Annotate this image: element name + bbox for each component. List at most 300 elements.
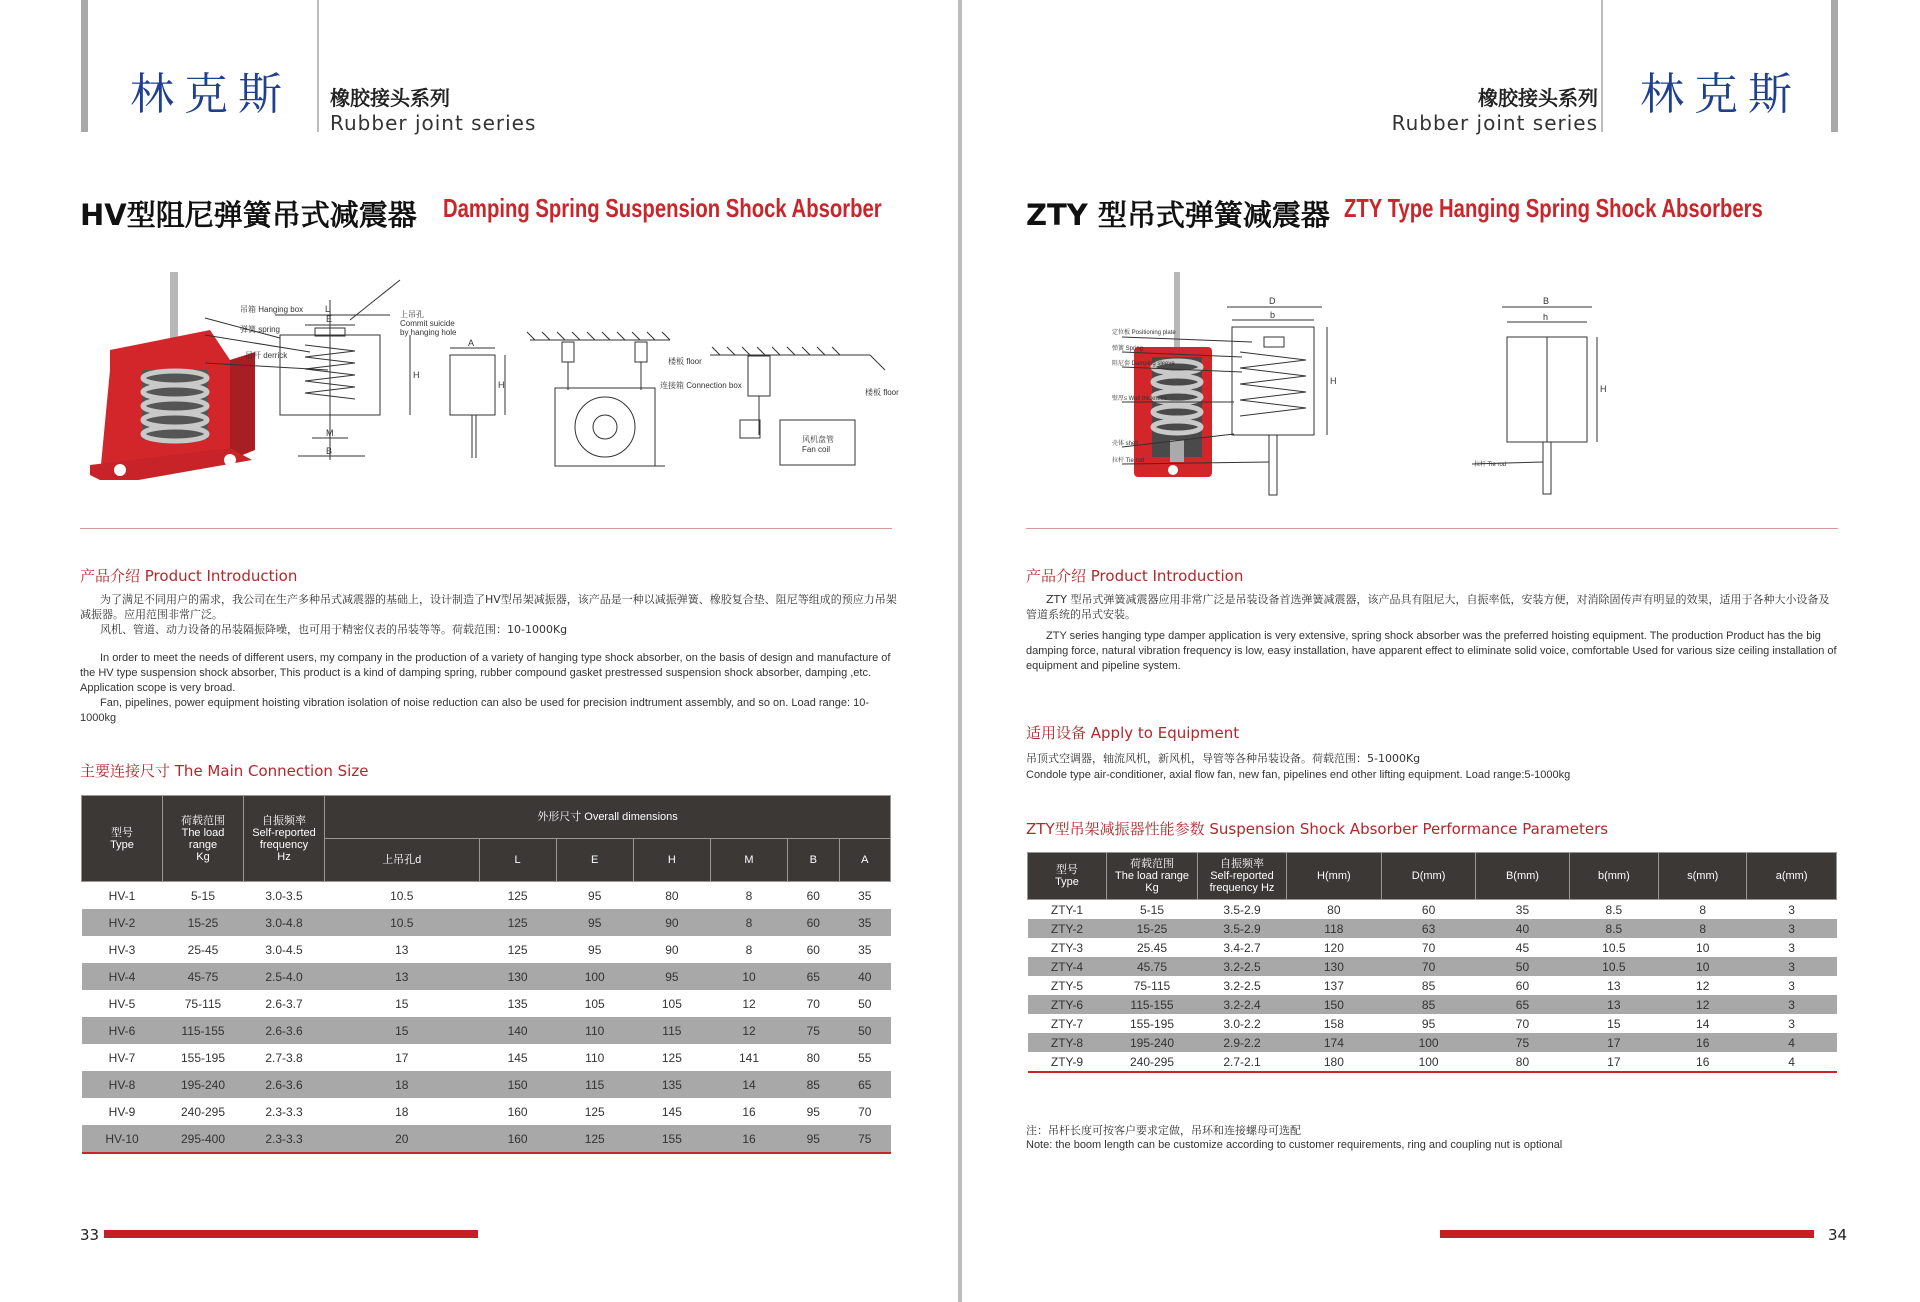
table-cell: HV-8 xyxy=(82,1071,163,1098)
table-cell: 115 xyxy=(633,1017,710,1044)
table-cell: HV-3 xyxy=(108,942,136,957)
table-cell: HV-6 xyxy=(82,1017,163,1044)
table-cell: 2.3-3.3 xyxy=(265,1104,303,1119)
table-cell: 17 xyxy=(395,1050,409,1065)
table-cell: 10 xyxy=(1659,957,1747,976)
page-number: 33 xyxy=(80,1226,100,1244)
table-cell: HV-5 xyxy=(108,996,136,1011)
table-cell: 2.6-3.6 xyxy=(244,1071,325,1098)
table-cell: 65 xyxy=(788,963,839,990)
dim-e-label: E xyxy=(326,314,333,324)
col-dim-5: B xyxy=(788,839,839,882)
table-cell: 295-400 xyxy=(163,1125,244,1153)
table-cell: 160 xyxy=(479,1125,556,1153)
table-cell: 95 xyxy=(633,963,710,990)
dim-h2-label: H xyxy=(498,380,505,390)
fan-install-drawing xyxy=(527,332,670,466)
table-cell: 15 xyxy=(325,1017,480,1044)
col-model: 型号 Type xyxy=(1028,853,1107,900)
table-row xyxy=(82,882,891,910)
series-title-cn: 橡胶接头系列 xyxy=(330,86,450,110)
table-cell: 130 xyxy=(479,963,556,990)
table-cell: 3.2-2.5 xyxy=(1198,957,1287,976)
table-cell: 155 xyxy=(633,1125,710,1153)
table-row xyxy=(1028,976,1837,995)
table-cell: 15-25 xyxy=(163,909,244,936)
table-cell: 95 xyxy=(588,888,602,903)
col-model: 型号 Type xyxy=(82,796,163,882)
col-dim-1: L xyxy=(479,839,556,882)
table-cell: 50 xyxy=(839,1017,890,1044)
table-cell: 8.5 xyxy=(1605,902,1623,917)
table-cell: 60 xyxy=(1421,902,1436,917)
table-cell: 110 xyxy=(556,1017,633,1044)
label-derrick: 吊杆 derrick xyxy=(245,351,288,360)
table-cell: 141 xyxy=(738,1050,760,1065)
table-cell: 125 xyxy=(507,888,528,903)
size-heading: 主要连接尺寸 The Main Connection Size xyxy=(80,762,369,780)
apply-text-en: Condole type air-conditioner, axial flow fan, new fan, pipelines end other lifting equipment. Load range:5-1000kg xyxy=(1026,769,1571,781)
col-load: 荷载范围 The load range Kg xyxy=(163,796,244,882)
table-cell: HV-7 xyxy=(108,1050,136,1065)
section-rule xyxy=(80,528,892,529)
table-row xyxy=(82,909,891,936)
fan-coil-drawing xyxy=(710,347,885,465)
table-cell: 25-45 xyxy=(187,942,219,957)
table-cell: 50 xyxy=(858,996,872,1011)
table-row xyxy=(1028,1033,1837,1052)
table-cell: ZTY-2 xyxy=(1028,919,1107,938)
table-cell: 115-155 xyxy=(163,1017,244,1044)
product-title-en: ZTY Type Hanging Spring Shock Absorbers xyxy=(1344,193,1763,223)
table-cell: 20 xyxy=(325,1125,480,1153)
table-cell: 150 xyxy=(479,1071,556,1098)
table-cell: 110 xyxy=(585,1050,605,1065)
col-frequency: 自振频率 Self-reported frequency Hz xyxy=(244,796,325,882)
table-cell: 2.5-4.0 xyxy=(244,963,325,990)
table-cell: 125 xyxy=(661,1050,682,1065)
table-cell: 3.0-3.5 xyxy=(265,888,303,903)
dim-l-label: L xyxy=(325,304,331,314)
table-cell: 35 xyxy=(839,909,890,936)
dim-d-label: D xyxy=(1269,296,1276,306)
table-cell: HV-4 xyxy=(82,963,163,990)
intro-en-paragraph-2: Fan, pipelines, power equipment hoisting vibration isolation of noise reduction can also be used for precision indtrument assembly, and so on. Load range: 10-1000kg xyxy=(80,697,870,724)
table-cell: HV-10 xyxy=(82,1125,163,1153)
table-cell: 160 xyxy=(507,1104,528,1119)
hv-side-drawing xyxy=(450,348,505,458)
table-cell: 45-75 xyxy=(163,963,244,990)
section-rule xyxy=(1026,528,1838,529)
col-param-5: a(mm) xyxy=(1747,853,1837,900)
table-row xyxy=(82,1071,891,1098)
table-cell: 63 xyxy=(1381,919,1476,938)
col-dim-0: 上吊孔d xyxy=(325,839,480,882)
table-cell: 118 xyxy=(1287,919,1382,938)
dim-h-label: H xyxy=(1330,376,1337,386)
table-cell: 90 xyxy=(633,909,710,936)
table-cell: 14 xyxy=(710,1071,787,1098)
label-hole-en2: by hanging hole xyxy=(400,328,457,337)
label-tie-rod: 拉杆 Tie rod xyxy=(1112,458,1145,464)
col-param-2: B(mm) xyxy=(1476,853,1569,900)
table-cell: 2.3-3.3 xyxy=(244,1125,325,1153)
table-cell: 3 xyxy=(1747,919,1837,938)
table-cell: 135 xyxy=(633,1071,710,1098)
intro-text-en xyxy=(80,651,898,726)
table-row xyxy=(82,1017,891,1044)
table-cell: 16 xyxy=(742,1104,756,1119)
table-cell: ZTY-9 xyxy=(1028,1052,1107,1072)
col-param-4: s(mm) xyxy=(1659,853,1747,900)
table-cell: 17 xyxy=(1569,1052,1659,1072)
table-cell: 85 xyxy=(1381,995,1476,1014)
header-bar xyxy=(1831,0,1838,132)
table-cell: 8 xyxy=(1659,919,1747,938)
hv-product-illustration xyxy=(80,260,900,480)
table-cell: 70 xyxy=(1381,957,1476,976)
label-wall-thickness: 壁厚s Wall thickness xyxy=(1112,396,1167,402)
table-cell: 18 xyxy=(325,1071,480,1098)
col-frequency: 自振频率 Self-reported frequency Hz xyxy=(1198,853,1287,900)
table-cell: 155-195 xyxy=(180,1050,226,1065)
table-cell: 3.0-2.2 xyxy=(1223,1016,1261,1031)
table-cell: 130 xyxy=(1287,957,1382,976)
table-row xyxy=(1028,900,1837,920)
zty-product-photo xyxy=(1134,272,1212,477)
table-cell: 100 xyxy=(556,963,633,990)
dim-b-small-label: b xyxy=(1270,310,1276,320)
table-cell: 45 xyxy=(1515,940,1530,955)
table-row xyxy=(1028,919,1837,938)
table-cell: 13 xyxy=(1569,995,1659,1014)
table-cell: 75 xyxy=(788,1017,839,1044)
table-cell: 80 xyxy=(1327,902,1341,917)
table-cell: 25.45 xyxy=(1136,940,1168,955)
table-cell: 100 xyxy=(1381,1052,1476,1072)
table-cell: 3.5-2.9 xyxy=(1223,902,1261,917)
table-cell: 12 xyxy=(1696,978,1710,993)
table-cell: 35 xyxy=(858,942,872,957)
table-cell: 10 xyxy=(710,963,787,990)
series-title-cn: 橡胶接头系列 xyxy=(1478,86,1598,110)
table-row xyxy=(1028,957,1837,976)
table-cell: 150 xyxy=(1287,995,1382,1014)
table-cell: 17 xyxy=(1569,1033,1659,1052)
apply-heading: 适用设备 Apply to Equipment xyxy=(1026,724,1240,742)
table-cell: ZTY-5 xyxy=(1050,978,1084,993)
col-param-1: D(mm) xyxy=(1381,853,1476,900)
label-hanging-box: 吊箱 Hanging box xyxy=(240,305,304,314)
table-row xyxy=(82,936,891,963)
intro-text-cn xyxy=(1026,592,1838,622)
table-cell: 95 xyxy=(1421,1016,1436,1031)
table-cell: 10.5 xyxy=(325,909,480,936)
table-cell: 60 xyxy=(806,942,820,957)
table-cell: ZTY-3 xyxy=(1050,940,1084,955)
table-cell: 80 xyxy=(665,888,679,903)
table-cell: 8 xyxy=(1699,902,1707,917)
intro-cn-paragraph: ZTY 型吊式弹簧减震器应用非常广泛是吊装设备首选弹簧减震器，该产品具有阻尼大，自振率低，安装方便，对消除固传声有明显的效果，适用于各种大小设备及管道系统的吊式安装。 xyxy=(1026,593,1830,621)
table-cell: 85 xyxy=(788,1071,839,1098)
dim-b-label: B xyxy=(326,446,333,456)
col-dim-6: A xyxy=(839,839,890,882)
col-param-3: b(mm) xyxy=(1569,853,1659,900)
table-cell: 75-115 xyxy=(184,996,222,1011)
table-row xyxy=(82,990,891,1017)
table-cell: 13 xyxy=(325,963,480,990)
table-cell: 4 xyxy=(1747,1033,1837,1052)
table-cell: 137 xyxy=(1323,978,1344,993)
series-title-en: Rubber joint series xyxy=(330,111,537,135)
table-cell: 3.0-4.8 xyxy=(244,909,325,936)
table-cell: 115 xyxy=(556,1071,633,1098)
footer-red-bar xyxy=(1440,1230,1814,1238)
table-cell: 3.5-2.9 xyxy=(1198,919,1287,938)
dim-h-small-label: h xyxy=(1543,312,1549,322)
table-cell: HV-9 xyxy=(108,1104,136,1119)
table-cell: 3 xyxy=(1788,1016,1795,1031)
table-row xyxy=(1028,1052,1837,1072)
table-cell: 70 xyxy=(858,1104,872,1119)
page-number: 34 xyxy=(1828,1226,1848,1244)
table-cell: 70 xyxy=(1515,1016,1530,1031)
table-cell: 35 xyxy=(858,888,872,903)
table-row xyxy=(82,1125,891,1153)
label-fan-coil-en: Fan coil xyxy=(802,445,831,454)
table-cell: ZTY-7 xyxy=(1050,1016,1084,1031)
col-dim-3: H xyxy=(633,839,710,882)
col-load: 荷载范围 The load range Kg xyxy=(1107,853,1198,900)
table-cell: ZTY-4 xyxy=(1028,957,1107,976)
table-row xyxy=(82,1044,891,1071)
table-cell: 65 xyxy=(839,1071,890,1098)
dim-m-label: M xyxy=(326,428,334,438)
table-cell: 8 xyxy=(745,888,753,903)
table-cell: 3 xyxy=(1747,957,1837,976)
dim-b-label: B xyxy=(1543,296,1550,306)
table-cell: 3 xyxy=(1788,902,1795,917)
table-cell: 10 xyxy=(1696,940,1710,955)
label-spring: 弹簧 spring xyxy=(240,325,281,334)
label-hole-en1: Commit suicide xyxy=(400,319,455,328)
table-cell: 45.75 xyxy=(1107,957,1198,976)
table-cell: ZTY-1 xyxy=(1050,902,1084,917)
label-connection-box: 连接箱 Connection box xyxy=(660,381,742,390)
table-cell: 240-295 xyxy=(180,1104,226,1119)
table-cell: 105 xyxy=(584,996,605,1011)
table-cell: 8.5 xyxy=(1569,919,1659,938)
table-row xyxy=(82,963,891,990)
table-cell: 80 xyxy=(806,1050,820,1065)
col-param-0: H(mm) xyxy=(1287,853,1382,900)
table-cell: 12 xyxy=(742,996,756,1011)
table-cell: 240-295 xyxy=(1107,1052,1198,1072)
table-cell: 90 xyxy=(665,942,679,957)
label-shell: 壳体 shell xyxy=(1112,441,1139,447)
table-cell: 16 xyxy=(710,1125,787,1153)
header-divider xyxy=(1601,0,1603,132)
table-row xyxy=(1028,995,1837,1014)
table-cell: 4 xyxy=(1747,1052,1837,1072)
intro-en-paragraph: ZTY series hanging type damper application is very extensive, spring shock absorber was the preferred hoisting equipment. The production Product has the big damping force, natural vibration frequency is low, easy installation, have apparent effect to eliminate solid voice, comfortable Used for various size ceiling installation of equipment and pipeline system. xyxy=(1026,630,1837,672)
zty-param-table xyxy=(1027,852,1837,1073)
table-cell: 2.6-3.6 xyxy=(244,1017,325,1044)
table-cell: 125 xyxy=(479,909,556,936)
intro-en-paragraph-1: In order to meet the needs of different users, my company in the production of a variety of hanging type shock absorber, on the basis of design and manufacture of the HV type suspension shock absorber, This product is a kind of damping spring, rubber compound gasket prestressed suspension shock absorber, damping ,etc. Application scope is very broad. xyxy=(80,652,891,694)
table-cell: 5-15 xyxy=(1139,902,1165,917)
table-cell: 70 xyxy=(1421,940,1436,955)
table-cell: 16 xyxy=(1659,1052,1747,1072)
table-cell: 16 xyxy=(1659,1033,1747,1052)
table-cell: 125 xyxy=(507,942,528,957)
table-cell: 145 xyxy=(507,1050,528,1065)
table-cell: 85 xyxy=(1421,978,1436,993)
table-cell: 140 xyxy=(479,1017,556,1044)
zty-product-illustration xyxy=(1112,262,1672,502)
table-cell: 75-115 xyxy=(1133,978,1171,993)
table-cell: 3 xyxy=(1747,995,1837,1014)
table-row xyxy=(82,1098,891,1125)
table-cell: 80 xyxy=(1476,1052,1569,1072)
right-page xyxy=(962,0,1920,1302)
table-cell: 115-155 xyxy=(1107,995,1198,1014)
table-cell: 120 xyxy=(1323,940,1344,955)
table-cell: 95 xyxy=(788,1125,839,1153)
table-cell: 105 xyxy=(661,996,682,1011)
label-fan-coil-cn: 风机盘管 xyxy=(802,435,834,444)
table-cell: 95 xyxy=(556,909,633,936)
left-page xyxy=(0,0,958,1302)
apply-text-cn: 吊顶式空调器，轴流风机，新风机，导管等各种吊装设备。荷载范围：5-1000Kg xyxy=(1026,752,1421,765)
table-cell: 125 xyxy=(584,1104,605,1119)
table-cell: 125 xyxy=(556,1125,633,1153)
table-cell: 95 xyxy=(806,1104,820,1119)
table-cell: 13 xyxy=(395,942,409,957)
table-cell: 2.9-2.2 xyxy=(1198,1033,1287,1052)
table-cell: 5-15 xyxy=(190,888,216,903)
label-tie-rod-2: 拉杆 Tie rod xyxy=(1474,462,1507,468)
dim-h2-label: H xyxy=(1600,384,1607,394)
table-cell: ZTY-6 xyxy=(1028,995,1107,1014)
table-cell: 12 xyxy=(1659,995,1747,1014)
note-en: Note: the boom length can be customize according to customer requirements, ring and coupling nut is optional xyxy=(1026,1139,1563,1151)
table-cell: 40 xyxy=(839,963,890,990)
table-cell: 15 xyxy=(1607,1016,1621,1031)
table-cell: 155-195 xyxy=(1129,1016,1175,1031)
table-cell: 40 xyxy=(1476,919,1569,938)
table-cell: 3.2-2.5 xyxy=(1223,978,1261,993)
table-cell: 75 xyxy=(839,1125,890,1153)
table-cell: 95 xyxy=(588,942,602,957)
table-cell: 13 xyxy=(1607,978,1621,993)
table-cell: 2.6-3.7 xyxy=(265,996,303,1011)
table-cell: 174 xyxy=(1287,1033,1382,1052)
dim-h-label: H xyxy=(413,370,420,380)
hv-product-photo xyxy=(90,272,255,480)
intro-text-en xyxy=(1026,629,1838,674)
table-cell: 70 xyxy=(806,996,820,1011)
col-dim-2: E xyxy=(556,839,633,882)
table-row xyxy=(1028,1014,1837,1033)
table-cell: 15 xyxy=(395,996,409,1011)
table-cell: 75 xyxy=(1476,1033,1569,1052)
table-cell: 3.4-2.7 xyxy=(1223,940,1261,955)
table-cell: 8 xyxy=(710,909,787,936)
hv-size-table xyxy=(81,795,891,1154)
table-cell: 8 xyxy=(745,942,753,957)
note-cn: 注：吊杆长度可按客户要求定做，吊环和连接螺母可选配 xyxy=(1026,1124,1301,1137)
header-divider xyxy=(317,0,319,132)
table-cell: 2.7-2.1 xyxy=(1198,1052,1287,1072)
table-cell: 50 xyxy=(1476,957,1569,976)
intro-text-cn xyxy=(80,592,898,637)
table-cell: 60 xyxy=(1515,978,1530,993)
intro-heading: 产品介绍 Product Introduction xyxy=(80,567,298,585)
table-cell: 3.2-2.4 xyxy=(1198,995,1287,1014)
table-cell: 158 xyxy=(1323,1016,1344,1031)
label-spring: 弹簧 Spring xyxy=(1112,346,1144,352)
table-cell: 3 xyxy=(1788,940,1795,955)
table-cell: 18 xyxy=(395,1104,409,1119)
table-cell: 35 xyxy=(1515,902,1530,917)
col-dim-4: M xyxy=(710,839,787,882)
table-cell: 60 xyxy=(806,888,820,903)
table-cell: 55 xyxy=(858,1050,872,1065)
table-cell: 2.7-3.8 xyxy=(265,1050,303,1065)
table-cell: 195-240 xyxy=(163,1071,244,1098)
table-cell: 10.5 xyxy=(1602,940,1626,955)
table-cell: 10.5 xyxy=(1569,957,1659,976)
label-floor-1: 楼板 floor xyxy=(668,357,702,366)
brand-logo: 林克斯 xyxy=(130,69,292,120)
footer-red-bar xyxy=(104,1230,478,1238)
table-cell: 15-25 xyxy=(1107,919,1198,938)
label-floor-2: 楼板 floor xyxy=(865,388,899,397)
table-cell: 65 xyxy=(1476,995,1569,1014)
table-cell: 12 xyxy=(710,1017,787,1044)
table-cell: 10.5 xyxy=(390,888,414,903)
intro-cn-paragraph-1: 为了满足不同用户的需求，我公司在生产多种吊式减震器的基础上，设计制造了HV型吊架减振器，该产品是一种以减振弹簧、橡胶复合垫、阻尼等组成的预应力吊架减振器。应用范围非常广泛。 xyxy=(80,593,897,621)
table-cell: 135 xyxy=(507,996,528,1011)
table-cell: HV-2 xyxy=(82,909,163,936)
table-row xyxy=(1028,938,1837,957)
table-cell: 14 xyxy=(1696,1016,1710,1031)
table-cell: HV-1 xyxy=(108,888,136,903)
label-damping-sleeve: 阻尼套 Damping sleeve xyxy=(1112,361,1175,367)
intro-heading: 产品介绍 Product Introduction xyxy=(1026,567,1244,585)
col-overall-dimensions: 外形尺寸 Overall dimensions xyxy=(325,796,891,839)
product-title-cn: HV型阻尼弹簧吊式减震器 xyxy=(80,198,417,232)
table-cell: ZTY-8 xyxy=(1028,1033,1107,1052)
table-cell: 3.0-4.5 xyxy=(265,942,303,957)
label-hole-cn: 上吊孔 xyxy=(400,310,424,319)
dim-a-label: A xyxy=(468,338,475,348)
series-title-en: Rubber joint series xyxy=(1391,111,1598,135)
table-cell: 3 xyxy=(1788,978,1795,993)
header-bar xyxy=(81,0,88,132)
table-cell: 195-240 xyxy=(1107,1033,1198,1052)
param-heading: ZTY型吊架减振器性能参数 Suspension Shock Absorber Performance Parameters xyxy=(1026,820,1609,838)
product-title-cn: ZTY 型吊式弹簧减震器 xyxy=(1026,198,1330,232)
table-cell: 145 xyxy=(661,1104,682,1119)
product-title-en: Damping Spring Suspension Shock Absorber xyxy=(443,193,882,223)
table-cell: 100 xyxy=(1381,1033,1476,1052)
table-cell: 180 xyxy=(1287,1052,1382,1072)
brand-logo: 林克斯 xyxy=(1640,69,1802,120)
intro-cn-paragraph-2: 风机、管道、动力设备的吊装隔振降噪，也可用于精密仪表的吊装等等。荷载范围：10-1000Kg xyxy=(100,623,568,636)
label-positioning-plate: 定位板 Positioning plate xyxy=(1112,330,1176,336)
